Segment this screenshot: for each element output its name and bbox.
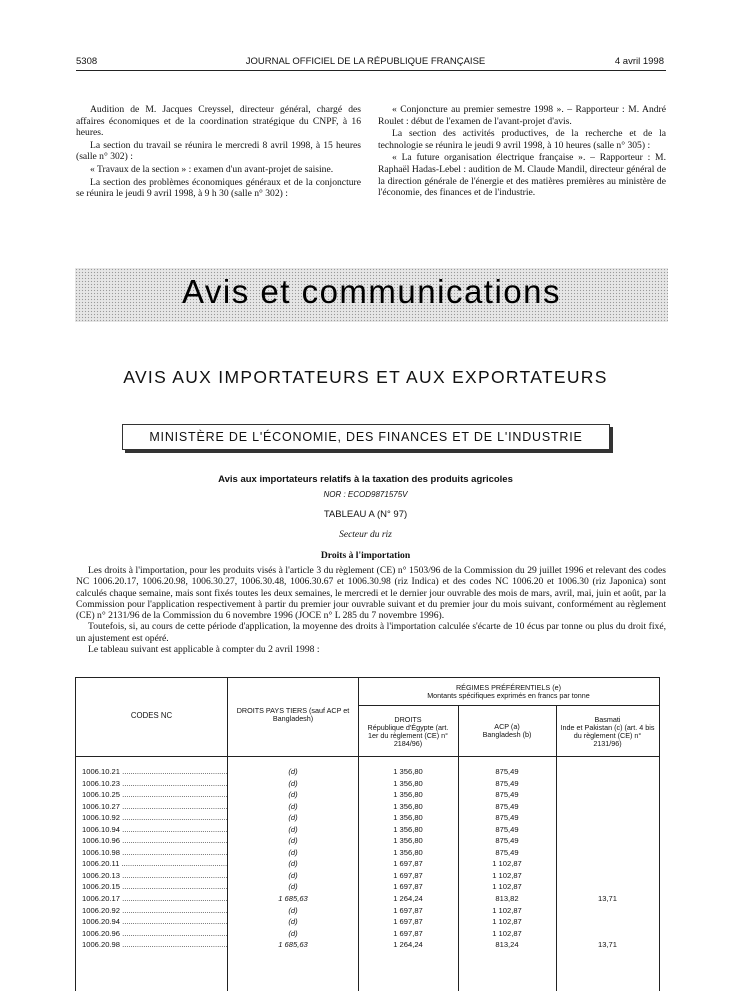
header-acp: ACP (a): [494, 722, 520, 731]
third-country-duty-cell: (d): [288, 813, 298, 823]
paragraph: « La future organisation électrique française ». – Rapporteur : M. Raphaël Hadas-Lebel : audition de M. Claude Mandil, directeur général de la direction générale de l'énergie et des matières premières au ministère de l'économie, des finances et de l'industrie.: [378, 152, 666, 199]
nc-code-cell: 1006.10.92 .....: [82, 813, 228, 822]
table-row: [76, 812, 659, 824]
nc-code-cell: 1006.20.15 .....: [82, 882, 228, 891]
egypt-duty-cell: 1 697,87: [393, 882, 423, 892]
nc-code-cell: 1006.10.96 .....: [82, 836, 228, 845]
acp-duty-cell: 813,82: [495, 894, 519, 904]
acp-duty-cell: 875,49: [495, 847, 519, 857]
egypt-duty-cell: 1 356,80: [393, 847, 423, 857]
table-row: [76, 858, 659, 870]
table-row: [76, 835, 659, 847]
egypt-duty-cell: 1 356,80: [393, 778, 423, 788]
table-row: [76, 766, 659, 778]
third-country-duty-cell: (d): [288, 870, 298, 880]
egypt-duty-cell: 1 356,80: [393, 813, 423, 823]
egypt-duty-cell: 1 697,87: [393, 917, 423, 927]
table-row: [76, 893, 659, 905]
acp-duty-cell: 1 102,87: [492, 905, 522, 915]
third-country-duty-cell: (d): [288, 905, 298, 915]
paragraph: La section des problèmes économiques généraux et de la conjoncture se réunira le jeudi 9 avril 1998, à 9 h 30 (salle n° 302) :: [76, 176, 361, 200]
third-country-duty-cell: (d): [288, 928, 298, 938]
table-row: [76, 847, 659, 859]
paragraph: La section du travail se réunira le mercredi 8 avril 1998, à 15 heures (salle n° 302) :: [76, 139, 361, 163]
third-country-duty-cell: (d): [288, 778, 298, 788]
acp-duty-cell: 1 102,87: [492, 859, 522, 869]
egypt-duty-cell: 1 356,80: [393, 767, 423, 776]
header-bottom-rule: [76, 756, 659, 757]
page-number: 5308: [76, 56, 98, 67]
paragraph: Toutefois, si, au cours de cette période d'application, la moyenne des droits à l'importation calculée s'écarte de 10 écus par tonne ou plus du droit fixé, un ajustement est opéré.: [76, 621, 666, 644]
third-country-duty-cell: 1 685,63: [278, 940, 308, 950]
header-droits: DROITS: [394, 715, 422, 724]
nc-code-cell: 1006.10.94 .....: [82, 825, 228, 834]
acp-duty-cell: 1 102,87: [492, 928, 522, 938]
sector-label: Secteur du riz: [339, 530, 392, 540]
ministry-box: MINISTÈRE DE L'ÉCONOMIE, DES FINANCES ET DE L'INDUSTRIE: [122, 424, 610, 450]
acp-duty-cell: 875,49: [495, 836, 519, 846]
table-row: [76, 916, 659, 928]
notice-title: Avis aux importateurs relatifs à la taxation des produits agricoles: [218, 474, 513, 485]
egypt-duty-cell: 1 356,80: [393, 801, 423, 811]
third-country-duty-cell: (d): [288, 859, 298, 869]
issue-date: 4 avril 1998: [614, 56, 664, 67]
header-codes: CODES NC: [130, 711, 173, 720]
paragraph: Le tableau suivant est applicable à compter du 2 avril 1998 :: [88, 644, 320, 656]
acp-duty-cell: 1 102,87: [492, 917, 522, 927]
header-egypt: République d'Égypte (art. 1er du règlement (CE) n° 2184/96): [367, 723, 449, 749]
right-column: [378, 104, 666, 200]
acp-duty-cell: 875,49: [495, 813, 519, 823]
table-row: [76, 801, 659, 813]
third-country-duty-cell: (d): [288, 824, 298, 834]
nc-code-cell: 1006.10.23 .....: [82, 779, 228, 788]
table-row: [76, 778, 659, 790]
egypt-duty-cell: 1 697,87: [393, 859, 423, 869]
left-column: [76, 104, 361, 201]
nc-code-cell: 1006.20.13 .....: [82, 871, 228, 880]
import-duties-table: [75, 677, 660, 991]
egypt-duty-cell: 1 697,87: [393, 905, 423, 915]
paragraph: « Conjoncture au premier semestre 1998 ». – Rapporteur : M. André Roulet : début de l'examen de l'avant-projet d'avis.: [378, 104, 666, 127]
table-body: [76, 766, 659, 951]
banner-title: Avis et communications: [181, 273, 562, 310]
table-row: [76, 881, 659, 893]
table-row: [76, 928, 659, 940]
egypt-duty-cell: 1 697,87: [393, 870, 423, 880]
header-basmati: Basmati: [594, 715, 621, 724]
third-country-duty-cell: 1 685,63: [278, 894, 308, 904]
paragraph: Audition de M. Jacques Creyssel, directeur général, chargé des affaires économiques et de la coordination stratégique du CNPF, à 16 heures.: [76, 104, 361, 139]
egypt-duty-cell: 1 264,24: [393, 940, 423, 950]
nc-code-cell: 1006.10.21 .....: [82, 767, 228, 776]
header-rule: [76, 70, 666, 71]
table-row: [76, 939, 659, 951]
acp-duty-cell: 875,49: [495, 801, 519, 811]
header-preferential: RÉGIMES PRÉFÉRENTIELS (e): [455, 683, 562, 692]
nc-code-cell: 1006.10.25 .....: [82, 790, 228, 799]
acp-duty-cell: 875,49: [495, 824, 519, 834]
third-country-duty-cell: (d): [288, 882, 298, 892]
journal-title: JOURNAL OFFICIEL DE LA RÉPUBLIQUE FRANÇAISE: [245, 56, 486, 67]
third-country-duty-cell: (d): [288, 801, 298, 811]
table-row: [76, 789, 659, 801]
notice-body: [76, 565, 666, 655]
nc-code-cell: 1006.10.27 .....: [82, 802, 228, 811]
third-country-duty-cell: (d): [288, 917, 298, 927]
third-country-duty-cell: (d): [288, 767, 298, 776]
third-country-duty-cell: (d): [288, 847, 298, 857]
paragraph: « Travaux de la section » : examen d'un avant-projet de saisine.: [90, 163, 334, 175]
egypt-duty-cell: 1 356,80: [393, 824, 423, 834]
header-divider: [358, 705, 659, 706]
table-row: [76, 870, 659, 882]
nc-code-cell: 1006.20.17 .....: [82, 894, 228, 903]
egypt-duty-cell: 1 264,24: [393, 894, 423, 904]
nor-reference: NOR : ECOD9871575V: [323, 490, 408, 499]
third-country-duty-cell: (d): [288, 836, 298, 846]
acp-duty-cell: 813,24: [495, 940, 519, 950]
nc-code-cell: 1006.20.98 .....: [82, 940, 228, 949]
header-third-countries: DROITS PAYS TIERS (sauf ACP et Bangladesh): [236, 706, 350, 724]
acp-duty-cell: 1 102,87: [492, 870, 522, 880]
table-row: [76, 905, 659, 917]
paragraph: La section des activités productives, de la recherche et de la technologie se réunira le jeudi 9 avril 1998, à 10 heures (salle n° 305) :: [378, 128, 666, 151]
nc-code-cell: 1006.20.96 .....: [82, 929, 228, 938]
third-country-duty-cell: (d): [288, 790, 298, 800]
basmati-duty-cell: 13,71: [597, 894, 617, 904]
acp-duty-cell: 875,49: [495, 767, 519, 776]
table-row: [76, 824, 659, 836]
acp-duty-cell: 875,49: [495, 790, 519, 800]
section-banner: [75, 268, 668, 322]
egypt-duty-cell: 1 356,80: [393, 790, 423, 800]
header-india-pakistan: Inde et Pakistan (c) (art. 4 bis du règlement (CE) n° 2131/96): [560, 723, 655, 749]
egypt-duty-cell: 1 697,87: [393, 928, 423, 938]
nc-code-cell: 1006.20.11 .....: [82, 859, 228, 868]
table-reference: TABLEAU A (N° 97): [323, 509, 408, 520]
section-title: AVIS AUX IMPORTATEURS ET AUX EXPORTATEURS: [123, 367, 608, 387]
basmati-duty-cell: 13,71: [597, 940, 617, 950]
header-preferential-sub: Montants spécifiques exprimés en francs par tonne: [427, 691, 590, 700]
paragraph: Les droits à l'importation, pour les produits visés à l'article 3 du règlement (CE) n° 1503/96 de la Commission du 29 juillet 1996 et relevant des codes NC 1006.20.17, 1006.20.98, 1006.30.27, 1006.30.48, 1006.30.67 et 1006.30.98 (riz Indica) et des codes NC 1006.20 et 1006.30 (riz Japonica) sont calculés chaque semaine, mais sont fixés toutes les deux semaines, le mercredi et le dernier jour ouvrable des mois de mars, avril, mai, juin et août, par la Commission pour l'application respectivement à partir du premier jour ouvrable suivant et du premier jour du mois suivant, conformément au règlement (CE) n° 2131/96 de la Commission du 6 novembre 1996 (JOCE n° L 285 du 7 novembre 1996).: [76, 565, 666, 622]
egypt-duty-cell: 1 356,80: [393, 836, 423, 846]
nc-code-cell: 1006.10.98 .....: [82, 848, 228, 857]
notice-subtitle: Droits à l'importation: [320, 550, 411, 561]
nc-code-cell: 1006.20.92 .....: [82, 906, 228, 915]
acp-duty-cell: 1 102,87: [492, 882, 522, 892]
nc-code-cell: 1006.20.94 .....: [82, 917, 228, 926]
acp-duty-cell: 875,49: [495, 778, 519, 788]
header-bangladesh: Bangladesh (b): [482, 730, 532, 739]
